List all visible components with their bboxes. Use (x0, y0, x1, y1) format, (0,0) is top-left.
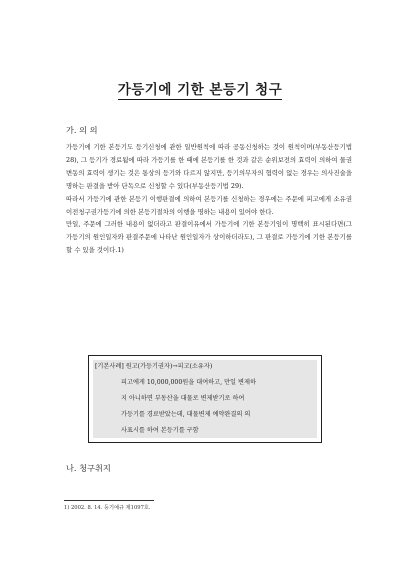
paragraph-2: 따라서 가등기에 관한 본등기 이행판결에 의하여 본등기를 신청하는 경우에는 주문에 피고에게 소유권이전청구권가등기에 의한 본등기절차의 이행을 명하는 내용이 있어야 한다. (66, 194, 352, 216)
paragraph-3: 만일, 주문에 그러한 내용이 없더라고 판결이유에서 가등기에 기한 본등기임이 명백히 표시된다면(그 가등기의 원인일자와 판결주문에 나타난 원인일자가 상이하더라도), 그 판결로 가등기에 기한 본등기를 할 수 있을 것이다.1) (66, 220, 352, 255)
example-case-text (95, 359, 315, 439)
example-case-line-3: 가등기를 경료받았는데, 대물변제 예약완결의 의 (121, 411, 251, 418)
document-title-text: 가등기에 기한 본등기 청구 (117, 82, 283, 98)
example-case-line-4: 사표시를 하여 본등기를 구함 (121, 427, 199, 434)
section-a-heading: 가. 의 의 (66, 125, 98, 135)
document-title (0, 78, 400, 98)
footnote-divider (64, 500, 154, 501)
example-case-label: [기본사례] 원고(가등기권자)→피고(소유자) (95, 363, 213, 370)
section-a-body (66, 141, 352, 257)
paragraph-1: 가등기에 기한 본등기도 등기신청에 관한 일반원칙에 따라 공동신청하는 것이 원칙이며(부동산등기법 28), 그 등기가 경료됨에 따라 가등기를 한 때에 본등기를 한 것과 같은 순위보전의 효력이 의하여 물권변동의 효력이 생기는 것은 통상의 등기와 다르지 않지만, 등기의무자의 협력이 없는 경우는 의사진술을 명하는 판결을 받아 단독으로 신청할 수 있다(부동산등기법 29). (66, 143, 352, 190)
footnote: 1) 2002. 8. 14. 등기예규 제1097호. (64, 505, 151, 511)
example-case-line-2: 지 아니하면 부동산을 대물로 변제받기로 하여 (121, 395, 245, 402)
example-case-box (88, 355, 322, 443)
section-b-heading: 나. 청구취지 (66, 463, 111, 473)
example-case-line-1: 피고에게 10,000,000원을 대여하고, 만일 변제하 (121, 379, 256, 386)
